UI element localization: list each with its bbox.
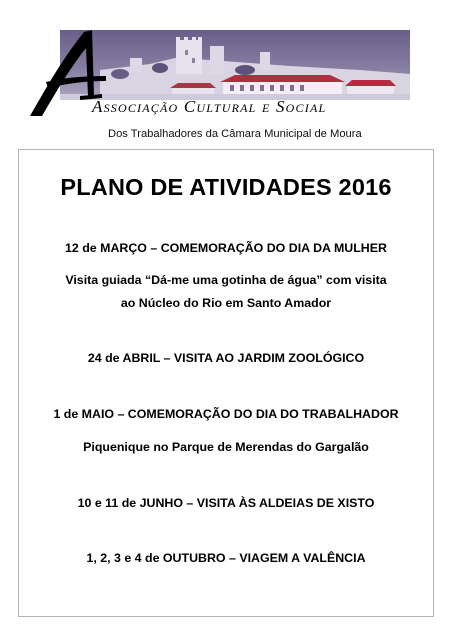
association-name: Associação Cultural e Social xyxy=(92,97,327,116)
header xyxy=(0,0,452,150)
activity-detail: Piquenique no Parque de Merendas do Gargalão xyxy=(83,440,369,454)
activity-heading: 24 de ABRIL – VISITA AO JARDIM ZOOLÓGICO xyxy=(87,351,365,365)
association-subtitle: Dos Trabalhadores da Câmara Municipal de Moura xyxy=(108,128,362,140)
activity-heading: 1, 2, 3 e 4 de OUTUBRO – VIAGEM A VALÊNCIA xyxy=(86,551,366,565)
activity-detail: ao Núcleo do Rio em Santo Amador xyxy=(120,296,332,310)
activity-heading: 1 de MAIO – COMEMORAÇÃO DO DIA DO TRABALHADOR xyxy=(53,407,399,421)
activity-detail: Visita guiada “Dá-me uma gotinha de água” com visita xyxy=(65,273,387,287)
content-frame xyxy=(18,150,434,617)
activity-heading: 10 e 11 de JUNHO – VISITA ÀS ALDEIAS DE XISTO xyxy=(77,496,375,510)
activity-heading: 12 de MARÇO – COMEMORAÇÃO DO DIA DA MULHER xyxy=(65,241,387,255)
page-title: PLANO DE ATIVIDADES 2016 xyxy=(60,174,392,200)
